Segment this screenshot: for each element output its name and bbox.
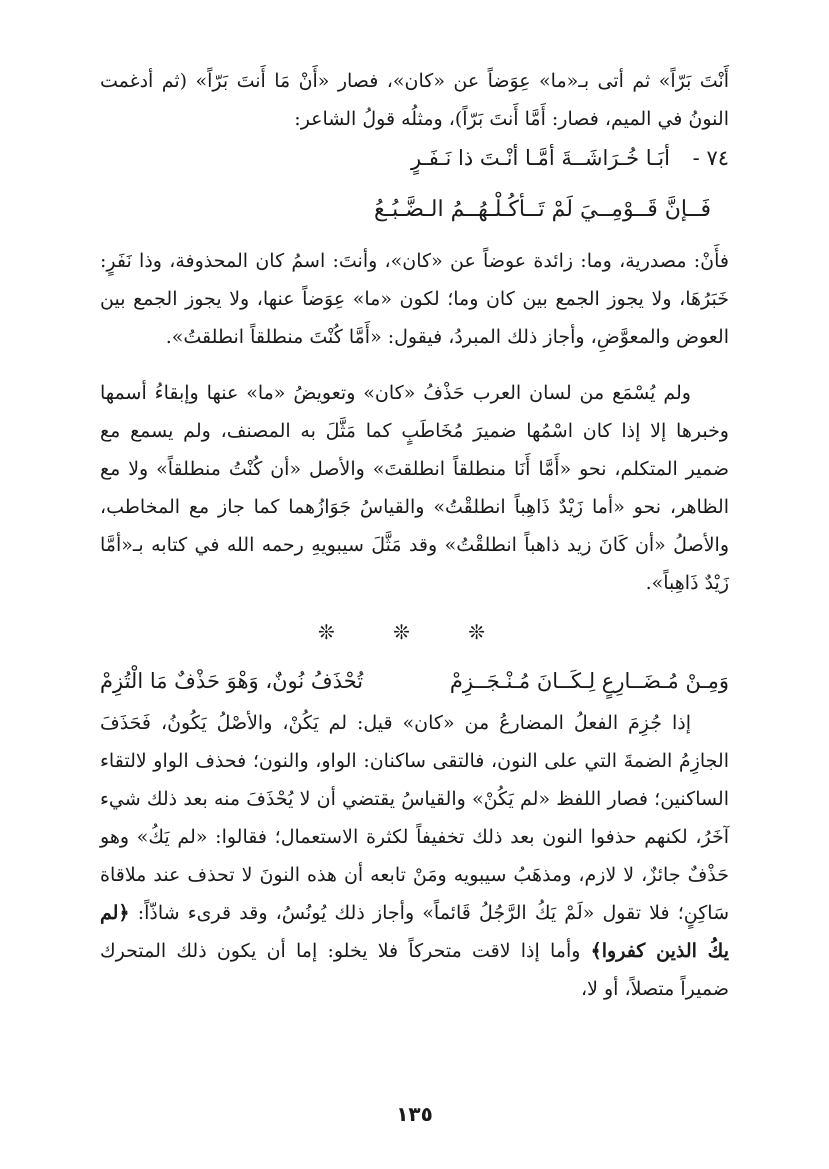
alfiya-first-hemistich: وَمِـنْ مُـضَــارِعٍ لِـكَــانَ مُـنْـجَــزِمْ (449, 669, 729, 693)
quran-quote: ﴿لم يكُ الذين كفروا﴾ (100, 902, 729, 962)
intro-line-2: النونُ في الميم، فصار: أَمَّا أَنتَ بَرّاً)، ومثلُه قولُ الشاعر: (294, 108, 729, 130)
explanation2-part1: إذا جُزِمَ الفعلُ المضارعُ من «كان» قيل: لم يَكُنْ، والأصْلُ يَكُونُ، فَحَذَفَ الجازِمُ الضمةَ التي على النون، فالتقى ساكنان: الواو، والنون؛ فحذف الواو لالتقاء الساكنين؛ فصار اللفظ «لم يَكُنْ» والقياسُ يقتضي أن لا يُحْذَفَ منه بعد ذلك شيء آخَرُ، لكنهم حذفوا النون بعد ذلك تخفيفاً لكثرة الاستعمال؛ فقالوا: «لم يَكُ» وهو حَذْفٌ جائزٌ، لا لازم، ومذهَبُ سيبويه ومَنْ تابعه أن هذه النونَ لا تحذف عند ملاقاة سَاكِنٍ؛ فلا تقول «لَمْ يَكُ الرَّجُلُ قَائماً» وأجاز ذلك يُونُسُ، وقد قرىء شاذّاً: (100, 712, 729, 924)
poem-second-hemistich: فَــإنَّ قَــوْمِــيَ لَمْ تَــأكُـلْـهُــمُ الـضَّـبُـعُ (374, 197, 711, 222)
poem-number: ٧٤ - (692, 146, 729, 170)
commentary-paragraph: ولم يُسْمَع من لسان العرب حَذْفُ «كان» وتعويضُ «ما» عنها وإبقاءُ أسمها وخبرها إلا إذا كان اسْمُها ضميرَ مُخَاطَبٍ كما مَثَّلَ به المصنف، ولم يسمع مع ضمير المتكلم، نحو «أَمَّا أَنَا منطلقاً انطلقتَ» والأصل «أن كُنْتُ منطلقاً» ولا مع الظاهر، نحو «أما زَيْدٌ ذَاهِباً انطلقْتُ» والقياسُ جَوَازُهما كما جاز مع المخاطب، والأصلُ «أن كَانَ زيد ذاهباً انطلقْتُ» وقد مَثَّلَ سيبويهِ رحمه الله في كتابه بـ«أمَّا زَيْدٌ ذَاهِباً». (100, 382, 729, 594)
explanation2-part2: وأما إذا لاقت متحركاً فلا يخلو: إما أن يكون ذلك المتحرك ضميراً متصلاً، أو لا، (100, 940, 729, 1000)
explanation-paragraph: فأَنْ: مصدرية، وما: زائدة عوضاً عن «كان»، وأنتَ: اسمُ كان المحذوفة، وذا نَفَرٍ: خَبَرُهَا، ولا يجوز الجمع بين كان وما؛ لكون «ما» عِوَضاً عنها، ولا يجوز الجمع بين العوض والمعوَّضِ، وأجاز ذلك المبردُ، فيقول: «أَمَّا كُنْتَ منطلقاً انطلقتُ». (100, 250, 729, 348)
explanation2-paragraph (100, 704, 729, 1008)
poem-first-hemistich-line (100, 138, 729, 178)
poem-first-hemistich: أبَـا خُـرَاشَــةَ أمَّـا أنْـتَ ذا نَـفَـرٍ (411, 146, 670, 170)
alfiya-second-hemistich: تُحْذَفُ نُونٌ، وَهْوَ حَذْفٌ مَا الْتُزِمْ (100, 669, 364, 693)
intro-line-1: أَنْتَ بَرّاً» ثم أتى بـ«ما» عِوَضاً عن «كان»، فصار «أَنْ مَا أَنتَ بَرّاً» (ثم أدغمت (100, 70, 729, 92)
alfiya-verse (100, 658, 729, 704)
page-content (100, 62, 729, 1008)
section-separator: ❊ ❊ ❊ (318, 620, 511, 644)
page-number: ١٣٥ (396, 1102, 433, 1126)
intro-paragraph (100, 62, 729, 138)
